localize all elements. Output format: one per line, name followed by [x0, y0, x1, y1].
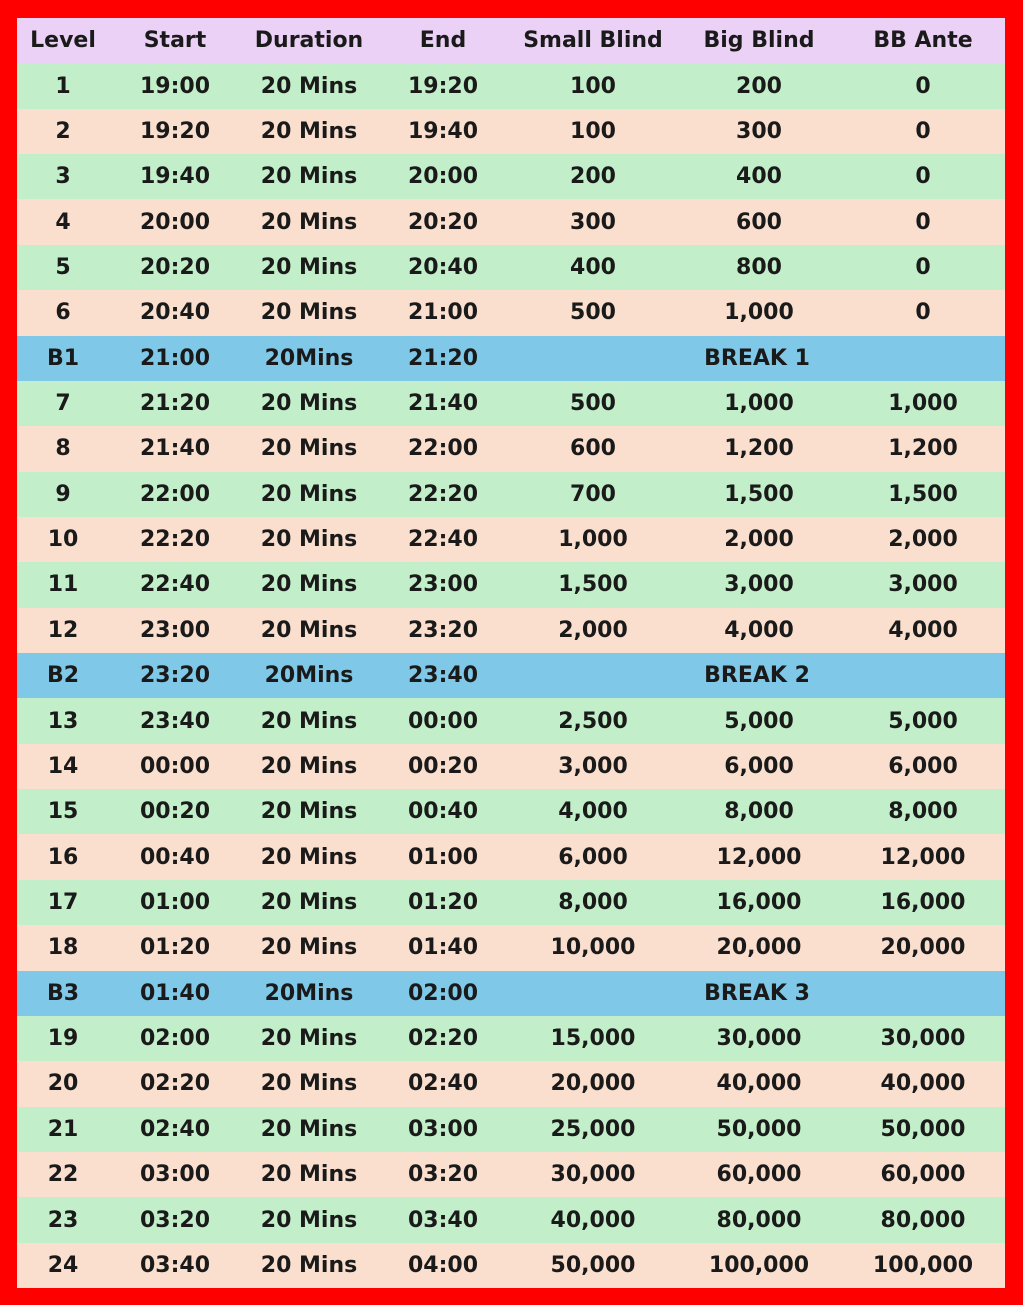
cell-big-blind: 200 [677, 63, 841, 108]
cell-level: 10 [17, 517, 109, 562]
cell-level: 23 [17, 1197, 109, 1242]
cell-level: 11 [17, 562, 109, 607]
cell-end: 22:20 [377, 472, 509, 517]
cell-start: 21:40 [109, 426, 241, 471]
table-row [17, 608, 1005, 653]
cell-start: 01:20 [109, 925, 241, 970]
cell-duration: 20Mins [241, 971, 377, 1016]
cell-end: 21:40 [377, 381, 509, 426]
cell-small-blind: 100 [509, 109, 677, 154]
cell-small-blind: 600 [509, 426, 677, 471]
cell-big-blind: 30,000 [677, 1016, 841, 1061]
table-body [17, 63, 1005, 1288]
cell-small-blind: 100 [509, 63, 677, 108]
cell-bb-ante: 4,000 [841, 608, 1005, 653]
cell-bb-ante: 16,000 [841, 880, 1005, 925]
table-row [17, 426, 1005, 471]
table-row [17, 1152, 1005, 1197]
cell-duration: 20 Mins [241, 834, 377, 879]
cell-duration: 20 Mins [241, 517, 377, 562]
cell-duration: 20 Mins [241, 1243, 377, 1288]
cell-start: 00:40 [109, 834, 241, 879]
cell-end: 03:40 [377, 1197, 509, 1242]
cell-level: 17 [17, 880, 109, 925]
cell-level: 1 [17, 63, 109, 108]
cell-end: 01:40 [377, 925, 509, 970]
cell-small-blind: 30,000 [509, 1152, 677, 1197]
column-header-bb-ante: BB Ante [841, 18, 1005, 63]
cell-level: 19 [17, 1016, 109, 1061]
cell-end: 02:40 [377, 1061, 509, 1106]
cell-big-blind: 3,000 [677, 562, 841, 607]
cell-level: 16 [17, 834, 109, 879]
cell-end: 02:20 [377, 1016, 509, 1061]
cell-level: 6 [17, 290, 109, 335]
cell-duration: 20 Mins [241, 472, 377, 517]
break-label: BREAK 3 [509, 971, 1005, 1016]
column-header-small-blind: Small Blind [509, 18, 677, 63]
cell-small-blind: 400 [509, 245, 677, 290]
cell-big-blind: 16,000 [677, 880, 841, 925]
cell-start: 02:00 [109, 1016, 241, 1061]
cell-level: 20 [17, 1061, 109, 1106]
cell-small-blind: 500 [509, 290, 677, 335]
cell-start: 00:20 [109, 789, 241, 834]
cell-end: 20:40 [377, 245, 509, 290]
cell-start: 19:00 [109, 63, 241, 108]
break-row [17, 971, 1005, 1016]
cell-start: 01:00 [109, 880, 241, 925]
cell-small-blind: 300 [509, 199, 677, 244]
cell-duration: 20 Mins [241, 698, 377, 743]
cell-end: 01:00 [377, 834, 509, 879]
table-row [17, 472, 1005, 517]
cell-big-blind: 60,000 [677, 1152, 841, 1197]
cell-start: 20:40 [109, 290, 241, 335]
cell-bb-ante: 12,000 [841, 834, 1005, 879]
table-row [17, 1243, 1005, 1288]
cell-duration: 20 Mins [241, 925, 377, 970]
cell-start: 23:40 [109, 698, 241, 743]
cell-level: 15 [17, 789, 109, 834]
cell-level: 4 [17, 199, 109, 244]
cell-bb-ante: 5,000 [841, 698, 1005, 743]
cell-bb-ante: 8,000 [841, 789, 1005, 834]
column-header-level: Level [17, 18, 109, 63]
cell-bb-ante: 100,000 [841, 1243, 1005, 1288]
cell-end: 20:00 [377, 154, 509, 199]
cell-bb-ante: 30,000 [841, 1016, 1005, 1061]
cell-start: 20:20 [109, 245, 241, 290]
cell-bb-ante: 40,000 [841, 1061, 1005, 1106]
cell-big-blind: 5,000 [677, 698, 841, 743]
cell-level: 22 [17, 1152, 109, 1197]
cell-duration: 20 Mins [241, 290, 377, 335]
cell-big-blind: 1,000 [677, 381, 841, 426]
cell-level: 24 [17, 1243, 109, 1288]
table-row [17, 744, 1005, 789]
table-header-row [17, 18, 1005, 63]
table-row [17, 154, 1005, 199]
cell-duration: 20 Mins [241, 154, 377, 199]
cell-duration: 20 Mins [241, 426, 377, 471]
break-row [17, 653, 1005, 698]
cell-start: 23:00 [109, 608, 241, 653]
cell-big-blind: 40,000 [677, 1061, 841, 1106]
break-label: BREAK 1 [509, 336, 1005, 381]
cell-end: 23:20 [377, 608, 509, 653]
cell-bb-ante: 0 [841, 199, 1005, 244]
cell-end: 20:20 [377, 199, 509, 244]
table-row [17, 925, 1005, 970]
cell-end: 04:00 [377, 1243, 509, 1288]
cell-end: 22:00 [377, 426, 509, 471]
cell-start: 22:20 [109, 517, 241, 562]
cell-small-blind: 700 [509, 472, 677, 517]
cell-duration: 20 Mins [241, 245, 377, 290]
cell-bb-ante: 0 [841, 154, 1005, 199]
cell-duration: 20 Mins [241, 789, 377, 834]
cell-small-blind: 50,000 [509, 1243, 677, 1288]
cell-small-blind: 6,000 [509, 834, 677, 879]
cell-duration: 20 Mins [241, 1016, 377, 1061]
table-row [17, 834, 1005, 879]
cell-level: 5 [17, 245, 109, 290]
cell-duration: 20 Mins [241, 1152, 377, 1197]
column-header-start: Start [109, 18, 241, 63]
cell-start: 03:00 [109, 1152, 241, 1197]
cell-big-blind: 2,000 [677, 517, 841, 562]
cell-big-blind: 20,000 [677, 925, 841, 970]
cell-big-blind: 12,000 [677, 834, 841, 879]
table-row [17, 290, 1005, 335]
cell-start: 21:20 [109, 381, 241, 426]
cell-bb-ante: 1,200 [841, 426, 1005, 471]
cell-level: 18 [17, 925, 109, 970]
cell-start: 19:20 [109, 109, 241, 154]
cell-duration: 20 Mins [241, 63, 377, 108]
cell-small-blind: 500 [509, 381, 677, 426]
cell-big-blind: 100,000 [677, 1243, 841, 1288]
table-row [17, 63, 1005, 108]
cell-bb-ante: 0 [841, 63, 1005, 108]
cell-end: 23:40 [377, 653, 509, 698]
cell-start: 22:00 [109, 472, 241, 517]
cell-level: 13 [17, 698, 109, 743]
cell-big-blind: 800 [677, 245, 841, 290]
cell-small-blind: 25,000 [509, 1107, 677, 1152]
cell-duration: 20 Mins [241, 608, 377, 653]
cell-duration: 20Mins [241, 336, 377, 381]
cell-level: B1 [17, 336, 109, 381]
table-row [17, 1016, 1005, 1061]
cell-big-blind: 8,000 [677, 789, 841, 834]
cell-level: 8 [17, 426, 109, 471]
cell-bb-ante: 0 [841, 109, 1005, 154]
cell-duration: 20 Mins [241, 199, 377, 244]
cell-duration: 20 Mins [241, 880, 377, 925]
break-row [17, 336, 1005, 381]
cell-end: 21:00 [377, 290, 509, 335]
cell-big-blind: 300 [677, 109, 841, 154]
cell-end: 00:20 [377, 744, 509, 789]
blind-structure-table [17, 18, 1005, 1288]
cell-bb-ante: 1,500 [841, 472, 1005, 517]
cell-start: 03:40 [109, 1243, 241, 1288]
cell-big-blind: 1,500 [677, 472, 841, 517]
cell-duration: 20 Mins [241, 1061, 377, 1106]
table-row [17, 1197, 1005, 1242]
cell-level: 7 [17, 381, 109, 426]
cell-end: 00:40 [377, 789, 509, 834]
blind-structure-sheet [17, 18, 1005, 1288]
cell-duration: 20 Mins [241, 562, 377, 607]
cell-duration: 20 Mins [241, 744, 377, 789]
cell-big-blind: 1,200 [677, 426, 841, 471]
cell-start: 21:00 [109, 336, 241, 381]
cell-bb-ante: 3,000 [841, 562, 1005, 607]
cell-level: 14 [17, 744, 109, 789]
cell-start: 02:20 [109, 1061, 241, 1106]
cell-end: 21:20 [377, 336, 509, 381]
cell-level: B2 [17, 653, 109, 698]
cell-end: 23:00 [377, 562, 509, 607]
cell-level: 9 [17, 472, 109, 517]
cell-start: 03:20 [109, 1197, 241, 1242]
cell-level: 12 [17, 608, 109, 653]
table-row [17, 880, 1005, 925]
cell-big-blind: 400 [677, 154, 841, 199]
cell-small-blind: 3,000 [509, 744, 677, 789]
cell-duration: 20 Mins [241, 1107, 377, 1152]
cell-bb-ante: 0 [841, 245, 1005, 290]
cell-end: 00:00 [377, 698, 509, 743]
table-row [17, 1061, 1005, 1106]
cell-small-blind: 20,000 [509, 1061, 677, 1106]
cell-level: 2 [17, 109, 109, 154]
cell-bb-ante: 0 [841, 290, 1005, 335]
cell-start: 02:40 [109, 1107, 241, 1152]
cell-bb-ante: 60,000 [841, 1152, 1005, 1197]
cell-end: 03:20 [377, 1152, 509, 1197]
cell-end: 03:00 [377, 1107, 509, 1152]
cell-start: 20:00 [109, 199, 241, 244]
cell-end: 01:20 [377, 880, 509, 925]
break-label: BREAK 2 [509, 653, 1005, 698]
column-header-big-blind: Big Blind [677, 18, 841, 63]
table-row [17, 381, 1005, 426]
cell-big-blind: 80,000 [677, 1197, 841, 1242]
cell-small-blind: 2,500 [509, 698, 677, 743]
cell-small-blind: 15,000 [509, 1016, 677, 1061]
table-row [17, 562, 1005, 607]
cell-small-blind: 1,500 [509, 562, 677, 607]
cell-duration: 20 Mins [241, 381, 377, 426]
cell-big-blind: 600 [677, 199, 841, 244]
cell-bb-ante: 80,000 [841, 1197, 1005, 1242]
cell-big-blind: 50,000 [677, 1107, 841, 1152]
cell-small-blind: 8,000 [509, 880, 677, 925]
cell-big-blind: 4,000 [677, 608, 841, 653]
cell-big-blind: 6,000 [677, 744, 841, 789]
cell-small-blind: 2,000 [509, 608, 677, 653]
cell-start: 01:40 [109, 971, 241, 1016]
table-row [17, 199, 1005, 244]
column-header-duration: Duration [241, 18, 377, 63]
cell-small-blind: 1,000 [509, 517, 677, 562]
cell-start: 19:40 [109, 154, 241, 199]
table-row [17, 1107, 1005, 1152]
cell-duration: 20 Mins [241, 1197, 377, 1242]
cell-start: 00:00 [109, 744, 241, 789]
cell-end: 02:00 [377, 971, 509, 1016]
cell-bb-ante: 20,000 [841, 925, 1005, 970]
cell-start: 23:20 [109, 653, 241, 698]
cell-duration: 20 Mins [241, 109, 377, 154]
cell-small-blind: 4,000 [509, 789, 677, 834]
table-row [17, 245, 1005, 290]
cell-small-blind: 200 [509, 154, 677, 199]
cell-big-blind: 1,000 [677, 290, 841, 335]
cell-start: 22:40 [109, 562, 241, 607]
cell-end: 22:40 [377, 517, 509, 562]
cell-bb-ante: 1,000 [841, 381, 1005, 426]
cell-bb-ante: 2,000 [841, 517, 1005, 562]
column-header-end: End [377, 18, 509, 63]
table-row [17, 517, 1005, 562]
table-row [17, 109, 1005, 154]
cell-end: 19:20 [377, 63, 509, 108]
cell-level: 3 [17, 154, 109, 199]
cell-end: 19:40 [377, 109, 509, 154]
cell-bb-ante: 6,000 [841, 744, 1005, 789]
cell-small-blind: 10,000 [509, 925, 677, 970]
cell-bb-ante: 50,000 [841, 1107, 1005, 1152]
cell-level: B3 [17, 971, 109, 1016]
cell-level: 21 [17, 1107, 109, 1152]
table-row [17, 698, 1005, 743]
cell-small-blind: 40,000 [509, 1197, 677, 1242]
table-row [17, 789, 1005, 834]
cell-duration: 20Mins [241, 653, 377, 698]
